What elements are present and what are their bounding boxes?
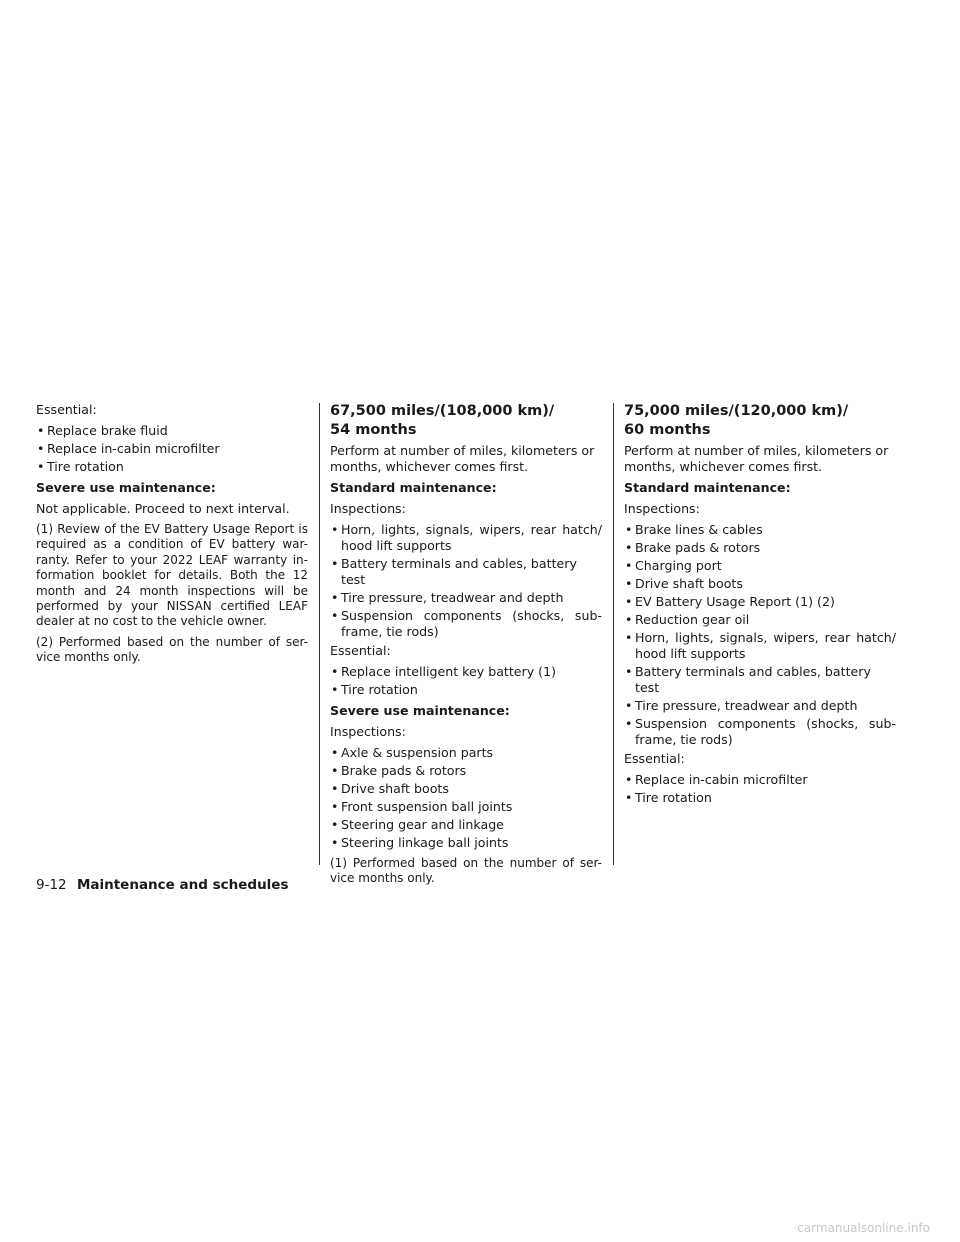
interval-intro: Perform at number of miles, kilometers or months, whichever comes first. [624, 443, 889, 474]
severe-inspections-list [330, 745, 602, 851]
footnote-1: (1) Performed based on the number of ser- vice months only. [330, 856, 602, 886]
list-item: • Steering linkage ball joints [330, 835, 602, 851]
essential-list [624, 772, 896, 806]
page-footer [36, 876, 289, 894]
watermark: carmanualsonline.info [797, 1221, 930, 1235]
list-item: • Brake pads & rotors [624, 540, 896, 556]
list-item: • Steering gear and linkage [330, 817, 602, 833]
list-item: • Battery terminals and cables, battery test [624, 664, 896, 696]
inspections-label: Inspections: [624, 501, 700, 516]
inspections-label: Inspections: [330, 724, 406, 739]
severe-use-heading: Severe use maintenance: [330, 703, 510, 718]
column-1 [36, 402, 308, 671]
column-3 [624, 402, 896, 811]
footnote-2: (2) Performed based on the number of ser- vice months only. [36, 634, 308, 665]
severe-use-heading: Severe use maintenance: [36, 480, 216, 495]
list-item: • Drive shaft boots [624, 576, 896, 592]
list-item: • Tire pressure, treadwear and depth [330, 590, 602, 606]
interval-heading-line-2: 60 months [624, 422, 711, 438]
list-item: • Axle & suspension parts [330, 745, 602, 761]
list-item: • Brake pads & rotors [330, 763, 602, 779]
essential-label: Essential: [624, 751, 685, 766]
page-number: 9-12 [36, 877, 67, 893]
column-divider [319, 403, 320, 865]
list-item: • Tire rotation [624, 790, 896, 806]
interval-intro: Perform at number of miles, kilometers or months, whichever comes first. [330, 443, 595, 474]
interval-heading-line-1: 67,500 miles/(108,000 km)/ [330, 403, 555, 419]
column-divider [613, 403, 614, 865]
column-2 [330, 402, 602, 892]
essential-label: Essential: [330, 643, 391, 658]
interval-heading [330, 402, 602, 440]
interval-heading-line-2: 54 months [330, 422, 417, 438]
interval-heading [624, 402, 896, 440]
list-item: • Horn, lights, signals, wipers, rear hatch/ hood lift supports [330, 522, 602, 554]
standard-maintenance-heading: Standard maintenance: [624, 480, 791, 495]
list-item: • Replace in-cabin microfilter [624, 772, 896, 788]
list-item: • Drive shaft boots [330, 781, 602, 797]
list-item: • Suspension components (shocks, sub- frame, tie rods) [624, 716, 896, 748]
severe-use-text: Not applicable. Proceed to next interval. [36, 501, 290, 516]
list-item: • Tire pressure, treadwear and depth [624, 698, 896, 714]
standard-maintenance-heading: Standard maintenance: [330, 480, 497, 495]
list-item: • Replace intelligent key battery (1) [330, 664, 602, 680]
list-item: • Replace brake fluid [36, 423, 308, 439]
footnote-1: (1) Review of the EV Battery Usage Report is required as a condition of EV battery war- ranty. Refer to your 2022 LEAF warranty in- formation booklet for details. Both the 12 month and 24 month inspections will be performed by your NISSAN certified LEAF dealer at no cost to the vehicle owner. [36, 522, 308, 629]
list-item: • Horn, lights, signals, wipers, rear hatch/ hood lift supports [624, 630, 896, 662]
list-item: • Tire rotation [36, 459, 308, 475]
list-item: • Battery terminals and cables, battery test [330, 556, 602, 588]
list-item: • Tire rotation [330, 682, 602, 698]
inspections-list [330, 522, 602, 640]
interval-heading-line-1: 75,000 miles/(120,000 km)/ [624, 403, 849, 419]
list-item: • Suspension components (shocks, sub- frame, tie rods) [330, 608, 602, 640]
essential-list [330, 664, 602, 698]
essential-list [36, 423, 308, 475]
list-item: • Brake lines & cables [624, 522, 896, 538]
list-item: • Charging port [624, 558, 896, 574]
inspections-label: Inspections: [330, 501, 406, 516]
list-item: • Reduction gear oil [624, 612, 896, 628]
inspections-list [624, 522, 896, 748]
list-item: • Replace in-cabin microfilter [36, 441, 308, 457]
essential-label: Essential: [36, 402, 97, 417]
section-title: Maintenance and schedules [76, 877, 289, 893]
list-item: • Front suspension ball joints [330, 799, 602, 815]
list-item: • EV Battery Usage Report (1) (2) [624, 594, 896, 610]
